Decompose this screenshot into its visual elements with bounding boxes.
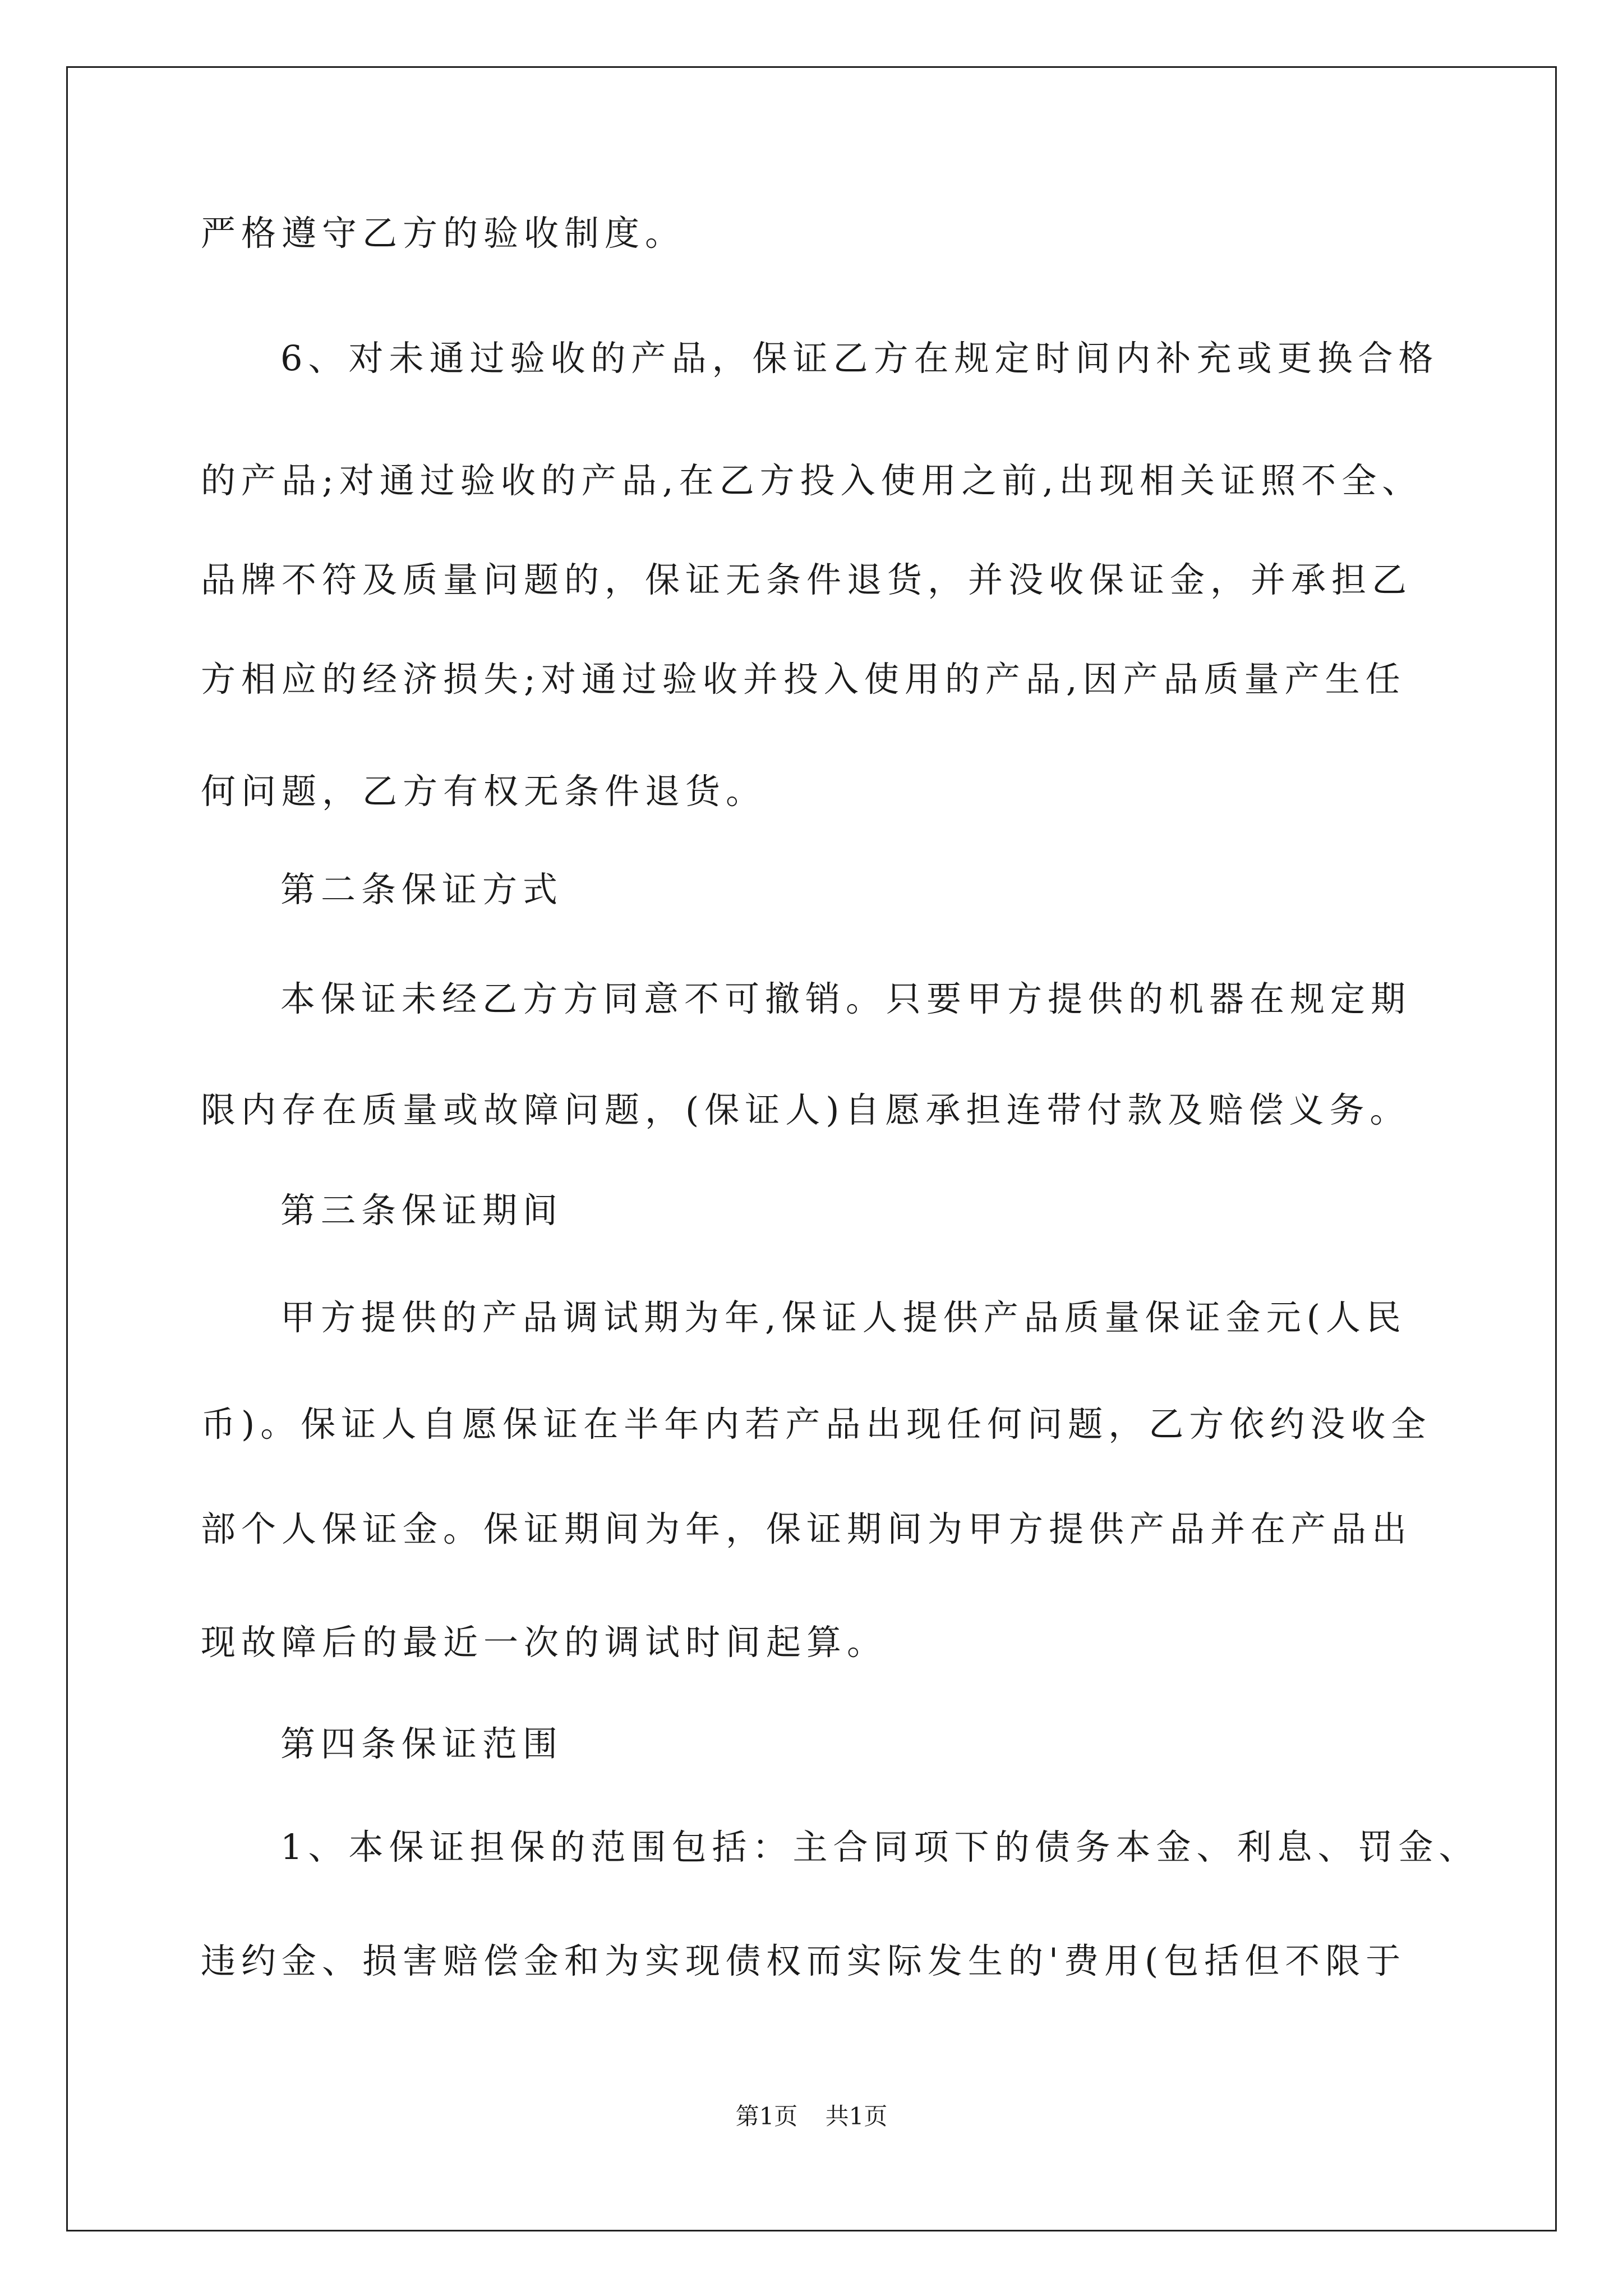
text-line: 限内存在质量或故障问题，(保证人)自愿承担连带付款及赔偿义务。 [201, 1089, 1410, 1130]
text-line: 币)。保证人自愿保证在半年内若产品出现任何问题，乙方依约没收全 [201, 1404, 1432, 1444]
text-line: 方相应的经济损失;对通过验收并投入使用的产品,因产品质量产生任 [201, 659, 1406, 700]
text-line: 的产品;对通过验收的产品,在乙方投入使用之前,出现相关证照不全、 [201, 460, 1423, 501]
text-line: 1、本保证担保的范围包括：主合同项下的债务本金、利息、罚金、 [280, 1826, 1479, 1867]
text-line: 部个人保证金。保证期间为年，保证期间为甲方提供产品并在产品出 [201, 1508, 1413, 1549]
text-line: 甲方提供的产品调试期为年,保证人提供产品质量保证金元(人民 [280, 1297, 1407, 1338]
section-heading: 第四条保证范围 [280, 1723, 564, 1764]
page-footer [0, 2098, 1623, 2132]
text-line: 何问题，乙方有权无条件退货。 [201, 771, 767, 812]
page-border [66, 66, 1557, 2231]
page-number: 第1页 [735, 2102, 798, 2130]
text-line: 现故障后的最近一次的调试时间起算。 [201, 1622, 888, 1663]
section-heading: 第三条保证期间 [280, 1190, 564, 1231]
text-line: 本保证未经乙方方同意不可撤销。只要甲方提供的机器在规定期 [280, 978, 1412, 1019]
section-heading: 第二条保证方式 [280, 869, 564, 910]
text-line: 违约金、损害赔偿金和为实现债权而实际发生的'费用(包括但不限于 [201, 1940, 1407, 1981]
page-total: 共1页 [825, 2102, 888, 2130]
text-line: 品牌不符及质量问题的，保证无条件退货，并没收保证金，并承担乙 [201, 559, 1413, 600]
text-line: 严格遵守乙方的验收制度。 [201, 213, 686, 254]
text-line: 6、对未通过验收的产品，保证乙方在规定时间内补充或更换合格 [280, 338, 1439, 379]
